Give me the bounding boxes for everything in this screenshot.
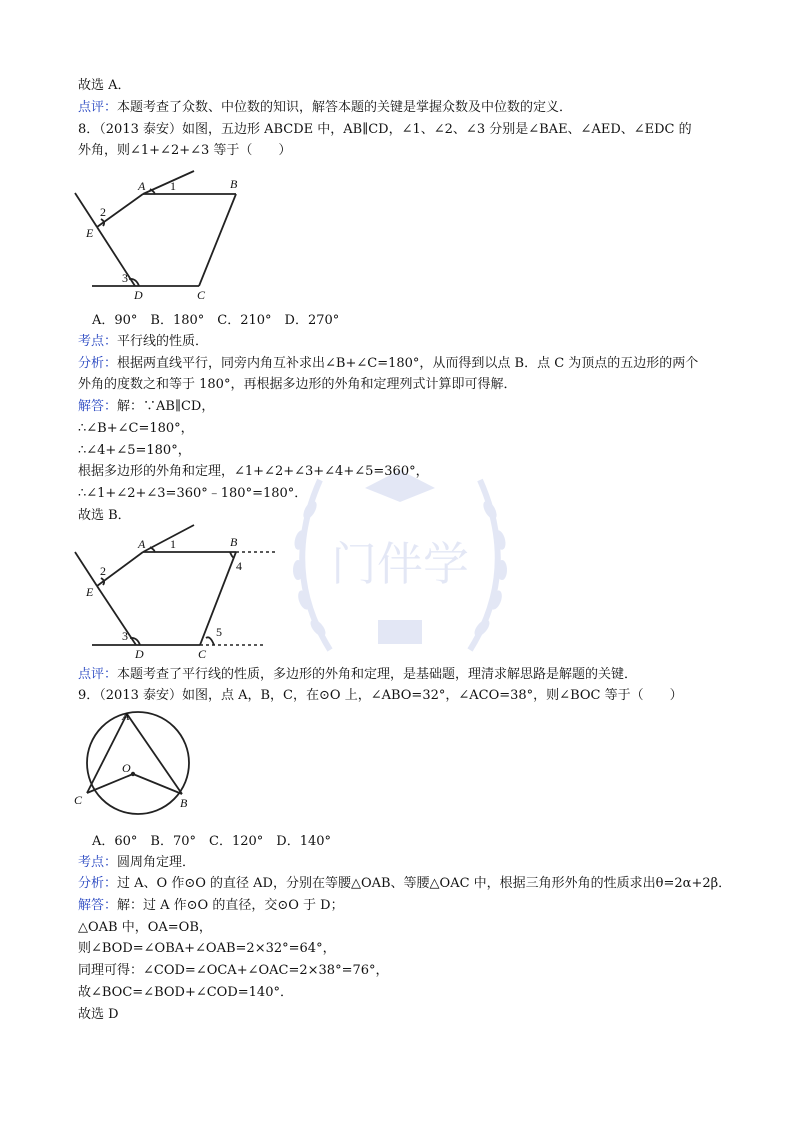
label-A: A [122, 709, 130, 723]
q9-figure-circle [70, 708, 200, 818]
label-2: 2 [100, 564, 106, 578]
label-C: C [198, 647, 207, 659]
label-5: 5 [216, 625, 222, 639]
q9-step-1: △OAB 中，OA=OB， [78, 920, 212, 935]
q9-step-3: 同理可得：∠COD=∠OCA+∠OAC=2×38°=76°， [78, 963, 389, 978]
q8-fenxi-1: 分析：根据两直线平行，同旁内角互补求出∠B+∠C=180°，从而得到以点 B．点 C 为顶点的五边形的两个 [78, 356, 699, 371]
q8-step-4: ∴∠1+∠2+∠3=360°﹣180°=180°． [78, 486, 308, 501]
label-D: D [135, 647, 144, 659]
comment-label: 点评： [78, 100, 118, 115]
q9-stem: 9．（2013 泰安）如图，点 A，B，C，在⊙O 上，∠ABO=32°，∠ACO=38°，则∠BOC 等于（ ） [78, 688, 683, 703]
label-C: C [197, 288, 206, 302]
label-3: 3 [122, 271, 128, 285]
q9-kaodian: 考点：圆周角定理． [78, 855, 196, 870]
q9-step-2: 则∠BOD=∠OBA+∠OAB=2×32°=64°， [78, 941, 336, 956]
label-4: 4 [236, 559, 242, 573]
q9-options: A．60° B．70° C．120° D．140° [92, 834, 332, 849]
label-B: B [180, 796, 188, 810]
label-1: 1 [170, 179, 176, 193]
label-1: 1 [170, 537, 176, 551]
q8-stem-line-1: 8．（2013 泰安）如图，五边形 ABCDE 中，AB∥CD，∠1、∠2、∠3 分别是∠BAE、∠AED、∠EDC 的 [78, 122, 692, 137]
q8-step-2: ∴∠4+∠5=180°， [78, 443, 191, 458]
q9-answer: 故选 D [78, 1007, 119, 1022]
q9-jieda: 解答：解：过 A 作⊙O 的直径，交⊙O 于 D； [78, 898, 344, 913]
q8-figure-solution [70, 524, 280, 659]
label-E: E [86, 585, 94, 599]
label-A: A [138, 537, 146, 551]
label-2: 2 [100, 205, 106, 219]
q8-options: A．90° B．180° C．210° D．270° [92, 313, 340, 328]
q8-stem-line-2: 外角，则∠1+∠2+∠3 等于（ ） [78, 143, 292, 158]
q8-kaodian: 考点：平行线的性质． [78, 334, 209, 349]
label-A: A [138, 179, 146, 193]
q8-answer: 故选 B． [78, 508, 131, 523]
q8-figure-pentagon [70, 170, 270, 305]
q8-jieda: 解答：解：∵AB∥CD， [78, 399, 215, 414]
label-E: E [86, 226, 94, 240]
q8-step-3: 根据多边形的外角和定理，∠1+∠2+∠3+∠4+∠5=360°， [78, 464, 429, 479]
q8-comment: 点评：本题考查了平行线的性质，多边形的外角和定理，是基础题，理清求解思路是解题的关键． [78, 667, 638, 682]
label-B: B [230, 177, 238, 191]
label-3: 3 [122, 629, 128, 643]
label-B: B [230, 535, 238, 549]
label-D: D [134, 288, 143, 302]
q9-fenxi: 分析：过 A、O 作⊙O 的直径 AD，分别在等腰△OAB、等腰△OAC 中，根据三角形外角的性质求出θ=2α+2β． [78, 876, 732, 891]
q7-answer: 故选 A． [78, 78, 131, 93]
q8-fenxi-2: 外角的度数之和等于 180°，再根据多边形的外角和定理列式计算即可得解． [78, 377, 517, 392]
label-C: C [74, 793, 83, 807]
watermark-text: 门伴学 [331, 537, 469, 591]
label-O: O [122, 761, 131, 775]
q7-comment: 点评：本题考查了众数、中位数的知识，解答本题的关键是掌握众数及中位数的定义． [78, 100, 573, 115]
q8-step-1: ∴∠B+∠C=180°， [78, 421, 194, 436]
q9-step-4: 故∠BOC=∠BOD+∠COD=140°． [78, 985, 293, 1000]
